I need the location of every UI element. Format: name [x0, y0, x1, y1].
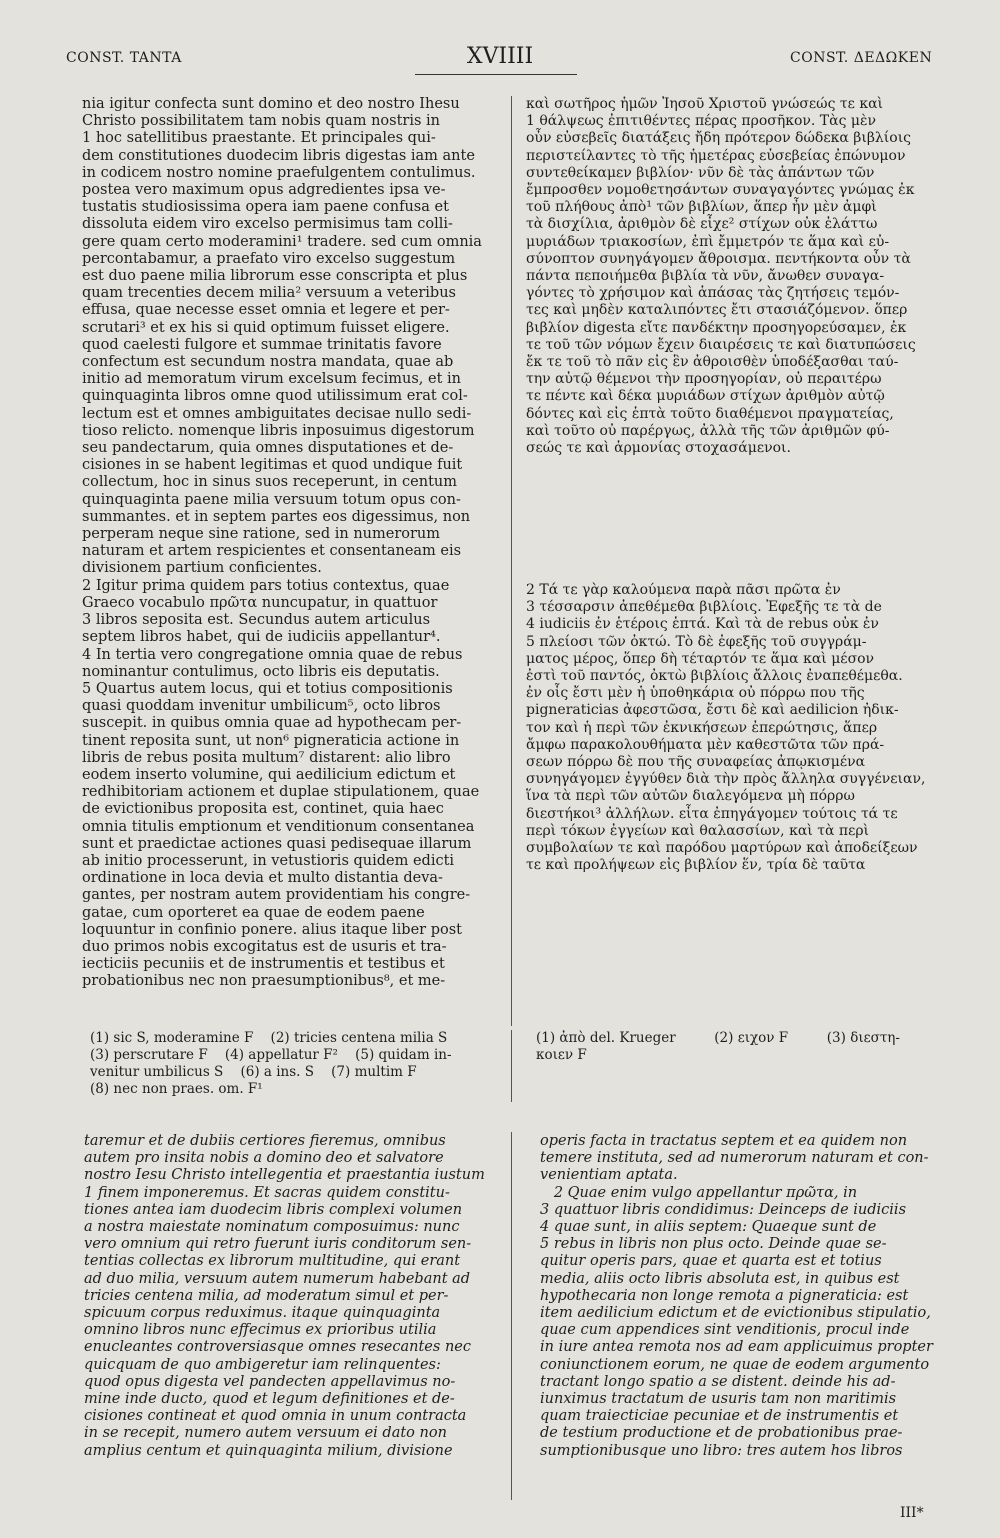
- text-line: gere quam certo moderamini¹ tradere. sed cum omnia: [82, 233, 482, 250]
- text-line: ordinatione in loca devia et multo distantia deva-: [82, 870, 443, 887]
- text-line: percontabamur, a praefato viro excelso suggestum: [82, 250, 456, 267]
- text-line: Graeco vocabulo πρῶτα nuncupatur, in quattuor: [82, 594, 438, 611]
- text-line: mine inde ducto, quod et legum definitiones et de-: [84, 1391, 455, 1408]
- footnote-line: (1) ἀπὸ del. Krueger (2) ειχον F (3) διεστη-: [536, 1030, 900, 1046]
- text-line: 2 Igitur prima quidem pars totius contextus, quae: [82, 577, 450, 594]
- translation-column-right: [540, 1133, 960, 1460]
- text-line: τες καὶ μηδὲν καταλιπόντες ἔτι στασιάζόμενον. ὅπερ: [526, 302, 908, 319]
- text-line: omnia titulis emptionum et venditionum consentanea: [82, 818, 475, 835]
- text-line: effusa, quae necesse esset omnia et legere et per-: [82, 302, 450, 319]
- text-line: ἵνα τὰ περὶ τῶν αὐτῶν διαλεγόμενα μὴ πόρρω: [526, 788, 855, 805]
- signature-mark: III*: [900, 1505, 924, 1521]
- text-line: quinquaginta paene milia versuum totum opus con-: [82, 491, 461, 508]
- greek-text-column: [526, 96, 956, 457]
- text-line: quod caelesti fulgore et summae trinitatis favore: [82, 336, 442, 353]
- text-line: dissoluta eidem viro excelso permisimus tam colli-: [82, 216, 453, 233]
- text-line: operis facta in tractatus septem et ea quidem non: [540, 1133, 908, 1149]
- text-line: cisiones contineat et quod omnia in unum contracta: [84, 1408, 467, 1425]
- text-line: amplius centum et quinquaginta milium, divisione: [84, 1442, 453, 1459]
- text-line: ab initio processerunt, in vetustioris quidem edicti: [82, 852, 455, 869]
- text-line: nostro Iesu Christo intellegentia et praestantia iustum: [84, 1167, 485, 1184]
- page-number: XVIIII: [466, 44, 534, 69]
- footnote-line: (8) nec non praes. om. F¹: [90, 1081, 263, 1097]
- text-line: eodem inserto volumine, qui aedilicium edictum et: [82, 766, 456, 783]
- text-line: συνηγάγομεν ἐγγύθεν διὰ τὴν πρὸς ἄλληλα συγγένειαν,: [526, 771, 926, 788]
- text-line: cisiones in se habent legitimas et quod undique fuit: [82, 457, 463, 474]
- text-line: tricies centena milia, ad moderatum simul et per-: [84, 1287, 449, 1304]
- text-line: tiones antea iam duodecim libris complexi volumen: [84, 1201, 463, 1218]
- text-line: gantes, per nostram autem providentiam his congre-: [82, 887, 471, 904]
- text-line: septem libros habet, qui de iudiciis appellantur⁴.: [82, 629, 441, 646]
- text-line: initio ad memoratum virum excelsum fecimus, et in: [82, 371, 462, 388]
- text-line: 4 iudiciis ἐν ἑτέροις ἑπτά. Καὶ τὰ de rebus οὐκ ἐν: [526, 616, 879, 633]
- text-line: quam trecenties decem milia² versuum a veteribus: [82, 285, 456, 302]
- text-line: 1 θάλψεως ἐπιτιθέντες πέρας προσῆκον. Τὰς μὲν: [526, 113, 876, 130]
- footnote-line: κοιεν F: [536, 1047, 587, 1063]
- text-line: seu pandectarum, quia omnes disputationes et de-: [82, 440, 454, 457]
- text-line: 2 Τά τε γὰρ καλούμενα παρὰ πᾶσι πρῶτα ἐν: [526, 582, 841, 598]
- text-line: tentias collectas ex librorum multitudine, qui erant: [84, 1253, 461, 1270]
- text-line: naturam et artem respicientes et consentaneam eis: [82, 543, 462, 560]
- text-line: item aedilicium edictum et de evictionibus stipulatio,: [540, 1305, 931, 1322]
- text-line: 3 τέσσαρσιν ἀπεθέμεθα βιβλίοις. Ἐφεξῆς τε τὰ de: [526, 599, 882, 616]
- text-line: 5 πλείοσι τῶν ὀκτώ. Τὸ δὲ ἐφεξῆς τοῦ συγγράμ-: [526, 633, 867, 650]
- text-line: libris de rebus posita multum⁷ distarent: alio libro: [82, 749, 451, 766]
- text-line: 1 hoc satellitibus praestante. Et principales qui-: [82, 130, 436, 147]
- text-line: in se recepit, numero autem versuum ei dato non: [84, 1425, 447, 1442]
- text-line: autem pro insita nobis a domino deo et salvatore: [84, 1150, 444, 1167]
- latin-footnotes: [90, 1030, 510, 1098]
- text-line: collectum, hoc in sinus suos receperunt, in centum: [82, 474, 457, 491]
- translation-divider: [511, 1132, 512, 1500]
- text-line: tinent reposita sunt, ut non⁶ pigneraticia actione in: [82, 732, 460, 749]
- text-line: sumptionibusque uno libro: tres autem hos libros: [540, 1442, 903, 1459]
- text-line: διεστήκοι³ ἀλλήλων. εἶτα ἐπηγάγομεν τούτοις τά τε: [526, 805, 898, 822]
- text-line: συντεθείκαμεν βιβλίον· νῦν δὲ τὰς ἁπάντων τῶν: [526, 164, 875, 181]
- greek-footnotes: [536, 1030, 956, 1064]
- text-line: tustatis studiosissima opera iam paene confusa et: [82, 199, 449, 216]
- text-line: perperam neque sine ratione, sed in numerorum: [82, 526, 441, 543]
- text-line: quicquam de quo ambigeretur iam relinquentes:: [84, 1356, 441, 1373]
- footnote-line: venitur umbilicus S (6) a ins. S (7) multim F: [90, 1064, 417, 1080]
- text-line: coniunctionem eorum, ne quae de eodem argumento: [540, 1356, 930, 1373]
- text-line: tioso relicto. nomenque libris inposuimus digestorum: [82, 422, 475, 439]
- text-line: postea vero maximum opus adgredientes ipsa ve-: [82, 182, 446, 199]
- translation-column-left: [84, 1133, 504, 1460]
- text-line: de evictionibus proposita est, continet, quia haec: [82, 801, 444, 818]
- text-line: tractant longo spatio a se distent. deinde his ad-: [540, 1373, 896, 1390]
- text-line: 5 rebus in libris non plus octo. Deinde quae se-: [540, 1236, 887, 1253]
- text-line: gatae, cum oporteret ea quae de eodem paene: [82, 904, 425, 921]
- text-line: vero omnium qui retro fuerunt iuris conditorum sen-: [84, 1236, 472, 1253]
- running-head-left: CONST. TANTA: [66, 50, 182, 66]
- text-line: Christo possibilitatem tam nobis quam nostris in: [82, 113, 440, 130]
- text-line: 4 In tertia vero congregatione omnia quae de rebus: [82, 646, 463, 663]
- text-line: confectum est secundum nostra mandata, quae ab: [82, 354, 454, 371]
- text-line: ἐστὶ τοῦ παντός, ὀκτὼ βιβλίοις ἄλλοις ἐναπεθέμεθα.: [526, 668, 903, 685]
- text-line: loquuntur in confinio ponere. alius itaque liber post: [82, 921, 462, 938]
- text-line: ἄμφω παρακολουθήματα μὲν καθεστῶτα τῶν πρά-: [526, 736, 885, 753]
- text-line: redhibitoriam actionem et duplae stipulationem, quae: [82, 784, 480, 801]
- footnote-divider: [511, 1030, 512, 1102]
- text-line: τον καὶ ἡ περὶ τῶν ἐκνικήσεων ἐπερώτησις, ἅπερ: [526, 719, 878, 736]
- text-line: de testium productione et de probationibus prae-: [540, 1425, 903, 1442]
- text-line: ad duo milia, versuum autem numerum habebant ad: [84, 1270, 471, 1287]
- latin-text-column: [82, 96, 502, 991]
- text-line: τε καὶ προλήψεων εἰς βιβλίον ἕν, τρία δὲ ταῦτα: [526, 857, 866, 874]
- text-line: τε πέντε καὶ δέκα μυριάδων στίχων ἀριθμὸν αὐτῷ: [526, 388, 885, 405]
- text-line: media, aliis octo libris absoluta est, in quibus est: [540, 1270, 900, 1287]
- text-line: ἔμπροσθεν νομοθετησάντων συναγαγόντες γνώμας ἐκ: [526, 182, 915, 199]
- text-line: περὶ τόκων ἐγγείων καὶ θαλασσίων, καὶ τὰ περὶ: [526, 822, 870, 839]
- footnote-line: (3) perscrutare F (4) appellatur F² (5) quidam in-: [90, 1047, 452, 1063]
- text-line: summantes. et in septem partes eos digessimus, non: [82, 508, 471, 525]
- text-line: την αὐτῷ θέμενοι τὴν προσηγορίαν, οὐ περαιτέρω: [526, 371, 882, 388]
- greek-text-paragraph-2: [526, 582, 956, 874]
- text-line: divisionem partium conficientes.: [82, 560, 322, 577]
- text-line: 1 finem imponeremus. Et sacras quidem constitu-: [84, 1184, 450, 1201]
- text-line: 2 Quae enim vulgo appellantur πρῶτα, in: [540, 1184, 858, 1201]
- text-line: τὰ δισχίλια, ἀριθμὸν δὲ εἶχε² στίχων οὐκ ἐλάττω: [526, 216, 878, 233]
- text-line: sunt et praedictae actiones quasi pedisequae illarum: [82, 835, 472, 852]
- text-line: spicuum corpus reduximus. itaque quinquaginta: [84, 1305, 441, 1322]
- text-line: in iure antea remota nos ad eam applicuimus propter: [540, 1339, 933, 1356]
- text-line: suscepit. in quibus omnia quae ad hypothecam per-: [82, 715, 462, 732]
- text-line: σεώς τε καὶ ἁρμονίας στοχασάμενοι.: [526, 440, 791, 457]
- text-line: περιστείλαντες τὸ τῆς ἡμετέρας εὐσεβείας ἐπώνυμον: [526, 147, 906, 164]
- text-line: a nostra maiestate nominatum composuimus: nunc: [84, 1219, 460, 1236]
- text-line: est duo paene milia librorum esse conscripta et plus: [82, 268, 468, 285]
- text-line: βιβλίον digesta εἴτε πανδέκτην προσηγορεύσαμεν, ἐκ: [526, 319, 907, 336]
- text-line: ἔκ τε τοῦ τὸ πᾶν εἰς ἓν ἀθροισθὲν ὑποδέξασθαι ταύ-: [526, 354, 899, 371]
- text-line: nia igitur confecta sunt domino et deo nostro Ihesu: [82, 96, 460, 112]
- text-line: duo primos nobis excogitatus est de usuris et tra-: [82, 938, 447, 955]
- text-line: quinquaginta libros omne quod utilissimum erat col-: [82, 388, 468, 405]
- text-line: scrutari³ et ex his si quid optimum fuisset eligere.: [82, 319, 450, 336]
- text-line: lectum est et omnes ambiguitates decisae nullo sedi-: [82, 405, 472, 422]
- text-line: quod opus digesta vel pandecten appellavimus no-: [84, 1373, 456, 1390]
- text-line: quasi quoddam invenitur umbilicum⁵, octo libros: [82, 698, 441, 715]
- text-line: μυριάδων τριακοσίων, ἐπὶ ἔμμετρόν τε ἅμα καὶ εὐ-: [526, 233, 890, 250]
- text-line: γόντες τὸ χρήσιμον καὶ ἁπάσας τὰς ζητήσεις τεμόν-: [526, 285, 900, 302]
- running-head-right: CONST. ΔΕΔΩΚΕΝ: [790, 50, 933, 66]
- text-line: quam traiecticiae pecuniae et de instrumentis et: [540, 1408, 899, 1425]
- text-line: omnino libros nunc effecimus ex prioribus utilia: [84, 1322, 437, 1339]
- header-rule: [415, 74, 577, 75]
- text-line: hypothecaria non longe remota a pigneraticia: est: [540, 1287, 909, 1304]
- text-line: in codicem nostro nomine praefulgentem contulimus.: [82, 164, 476, 181]
- column-divider: [511, 96, 512, 1026]
- text-line: συμβολαίων τε καὶ παρόδου μαρτύρων καὶ ἀποδείξεων: [526, 840, 918, 857]
- text-line: 3 quattuor libris condidimus: Deinceps de iudiciis: [540, 1201, 907, 1218]
- text-line: quitur operis pars, quae et quarta est et totius: [540, 1253, 882, 1270]
- text-line: ἐν οἷς ἔστι μὲν ἡ ὑποθηκάρια οὐ πόρρω που τῆς: [526, 685, 865, 702]
- text-line: taremur et de dubiis certiores fieremus, omnibus: [84, 1133, 446, 1149]
- text-line: τοῦ πλήθους ἀπὸ¹ τῶν βιβλίων, ἅπερ ἦν μὲν ἀμφὶ: [526, 199, 877, 216]
- text-line: καὶ σωτῆρος ἡμῶν Ἰησοῦ Χριστοῦ γνώσεώς τε καὶ: [526, 96, 884, 112]
- text-line: καὶ τοῦτο οὐ παρέργως, ἀλλὰ τῆς τῶν ἀριθμῶν φύ-: [526, 422, 890, 439]
- text-line: 4 quae sunt, in aliis septem: Quaeque sunt de: [540, 1219, 877, 1236]
- text-line: οὖν εὐσεβεῖς διατάξεις ἤδη πρότερον δώδεκα βιβλίοις: [526, 130, 912, 147]
- text-line: venientiam aptata.: [540, 1167, 678, 1184]
- text-line: δόντες καὶ εἰς ἑπτὰ τοῦτο διαθέμενοι πραγματείας,: [526, 405, 894, 422]
- text-line: 3 libros seposita est. Secundus autem articulus: [82, 612, 431, 629]
- text-line: 5 Quartus autem locus, qui et totius compositionis: [82, 680, 453, 697]
- text-line: temere instituta, sed ad numerorum naturam et con-: [540, 1150, 929, 1167]
- text-line: dem constitutiones duodecim libris digestas iam ante: [82, 147, 475, 164]
- text-line: τε τοῦ τῶν νόμων ἔχειν διαιρέσεις τε καὶ διατυπώσεις: [526, 336, 916, 353]
- text-line: pigneraticias ἀφεστῶσα, ἔστι δὲ καὶ aedilicion ἠδικ-: [526, 702, 899, 719]
- text-line: σύνοπτον συνηγάγομεν ἄθροισμα. πεντήκοντα οὖν τὰ: [526, 250, 911, 267]
- text-line: probationibus nec non praesumptionibus⁸, et me-: [82, 973, 446, 990]
- text-line: enucleantes controversiasque omnes resecantes nec: [84, 1339, 471, 1356]
- text-line: σεων πόρρω δὲ που τῆς συναφείας ἀπῳκισμένα: [526, 754, 866, 771]
- text-line: nominantur contulimus, octo libris eis deputatis.: [82, 663, 440, 680]
- footnote-line: (1) sic S, moderamine F (2) tricies centena milia S: [90, 1030, 448, 1046]
- text-line: πάντα πεποιήμεθα βιβλία τὰ νῦν, ἄνωθεν συναγα-: [526, 268, 885, 285]
- text-line: quae cum appendices sint venditionis, procul inde: [540, 1322, 910, 1339]
- text-line: iecticiis pecuniis et de instrumentis et testibus et: [82, 956, 445, 973]
- text-line: ματος μέρος, ὅπερ δὴ τέταρτόν τε ἅμα καὶ μέσον: [526, 650, 875, 667]
- text-line: iunximus tractatum de usuris tam non maritimis: [540, 1391, 897, 1408]
